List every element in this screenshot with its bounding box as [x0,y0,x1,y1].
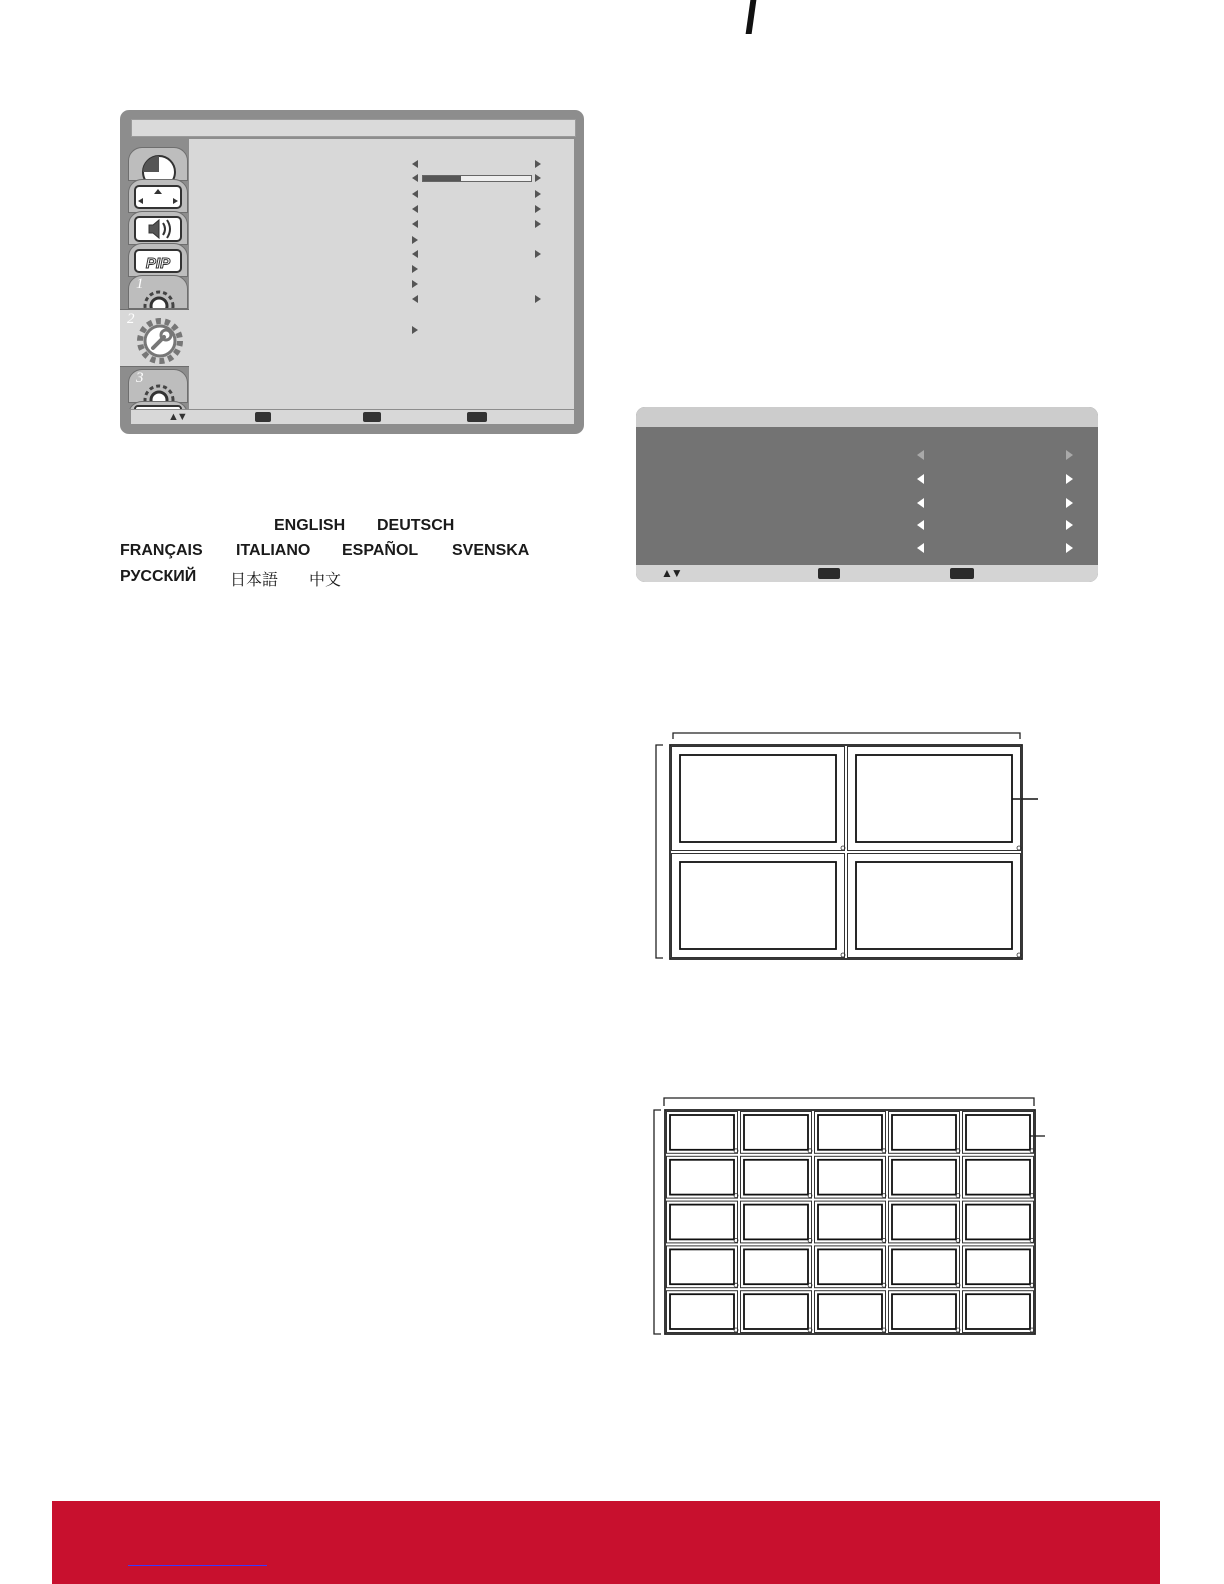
arrow-left-icon[interactable] [412,205,418,213]
arrow-right-icon[interactable] [1066,520,1073,530]
display-screen [744,1115,808,1150]
display-screen [892,1205,956,1240]
arrow-right-icon[interactable] [1066,450,1073,460]
arrow-right-icon[interactable] [1066,543,1073,553]
arrow-left-icon[interactable] [412,190,418,198]
footer-key-button[interactable] [467,412,487,422]
display-screen [818,1160,882,1195]
display-screen [966,1249,1030,1284]
arrow-right-icon[interactable] [535,190,541,198]
tab-number: 3 [136,370,144,386]
arrow-right-icon[interactable] [412,236,418,244]
arrow-right-icon[interactable] [1066,498,1073,508]
tab-setting-1[interactable] [128,275,188,309]
footer-link[interactable] [128,1565,267,1566]
arrow-left-icon[interactable] [412,160,418,168]
display-screen [856,755,1012,842]
arrow-right-icon[interactable] [535,295,541,303]
setting-1-icon [129,276,187,308]
display-screen [744,1249,808,1284]
pip-icon [129,244,187,276]
display-screen [892,1249,956,1284]
tab-advanced-option[interactable] [128,401,188,409]
arrow-left-icon[interactable] [412,174,418,182]
nav-arrows-icon: ▲▼ [168,411,186,423]
language-option: ESPAÑOL [342,542,419,559]
display-screen [818,1249,882,1284]
display-screen [744,1160,808,1195]
display-screen [680,862,836,949]
display-screen [744,1205,808,1240]
language-option: 日本語 [230,572,279,589]
arrow-left-icon[interactable] [412,250,418,258]
footer-key-button[interactable] [255,412,271,422]
arrow-right-icon[interactable] [535,250,541,258]
arrow-right-icon[interactable] [535,205,541,213]
display-screen [966,1115,1030,1150]
screen-icon [129,180,187,212]
arrow-left-icon[interactable] [917,543,924,553]
footer-band [52,1501,1160,1584]
language-option: 中文 [309,572,342,589]
language-option: FRANÇAIS [120,542,203,559]
osd-footer [131,410,574,424]
arrow-right-icon[interactable] [412,265,418,273]
audio-icon [129,212,187,244]
arrow-left-icon[interactable] [412,295,418,303]
arrow-left-icon[interactable] [412,220,418,228]
setting-2-icon [120,310,189,368]
tab-picture[interactable] [128,147,188,181]
arrow-right-icon[interactable] [535,220,541,228]
display-screen [966,1160,1030,1195]
arrow-left-icon[interactable] [917,450,924,460]
display-screen [670,1115,734,1150]
display-screen [670,1205,734,1240]
display-screen [966,1294,1030,1329]
language-option: ITALIANO [236,542,311,559]
setting-3-icon [129,370,187,402]
language-option: РУССКИЙ [120,568,197,585]
osd-slider-fill [423,176,461,181]
display-screen [892,1294,956,1329]
arrow-left-icon[interactable] [917,520,924,530]
tab-number: 2 [127,311,135,327]
tab-number: 1 [136,276,144,292]
footer-key-button[interactable] [363,412,381,422]
arrow-right-icon[interactable] [412,326,418,334]
display-screen [818,1294,882,1329]
display-screen [670,1249,734,1284]
picture-icon [129,148,187,180]
display-screen [670,1294,734,1329]
crop-mark [746,0,757,34]
advanced-option-icon [129,402,187,409]
display-screen [670,1160,734,1195]
footer-key-button[interactable] [950,568,974,579]
tab-audio[interactable] [128,211,188,245]
arrow-left-icon[interactable] [917,498,924,508]
arrow-left-icon[interactable] [917,474,924,484]
display-screen [966,1205,1030,1240]
footer-key-button[interactable] [818,568,840,579]
tab-setting-2[interactable] [120,309,189,367]
osd-submenu [636,407,1098,582]
display-screen [856,862,1012,949]
wall-5x5-drawing [645,1092,1055,1342]
display-screen [680,755,836,842]
osd-sidebar [120,139,189,409]
osd2-title-bar [636,407,1098,427]
arrow-right-icon[interactable] [535,160,541,168]
display-screen [892,1160,956,1195]
tab-pip[interactable] [128,243,188,277]
display-screen [892,1115,956,1150]
tab-screen[interactable] [128,179,188,213]
display-screen [818,1115,882,1150]
language-option: DEUTSCH [377,517,455,534]
osd-main-menu [120,110,584,434]
arrow-right-icon[interactable] [535,174,541,182]
display-screen [744,1294,808,1329]
osd-title-bar [131,119,576,137]
osd2-footer [636,565,1098,582]
nav-arrows-icon: ▲▼ [661,566,681,580]
arrow-right-icon[interactable] [1066,474,1073,484]
pip-label: PIP [145,255,171,272]
language-option: ENGLISH [274,517,346,534]
tab-setting-3[interactable] [128,369,188,403]
osd-slider[interactable] [422,175,532,182]
wall-2x2-drawing [650,725,1070,975]
language-option: SVENSKA [452,542,530,559]
display-screen [818,1205,882,1240]
arrow-right-icon[interactable] [412,280,418,288]
